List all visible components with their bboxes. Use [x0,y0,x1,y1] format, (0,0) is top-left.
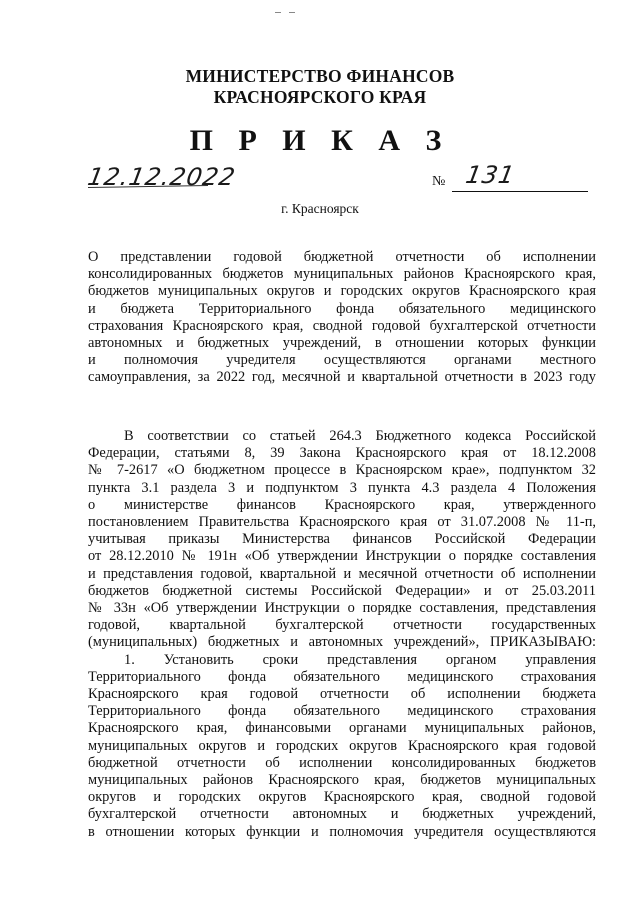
clause-1-line: округов и городских округов Красноярского края, сводной годовой [88,789,596,806]
clause-1-line: Территориального фонда обязательного медицинского страхования [88,703,596,720]
number-underline [452,191,588,192]
subject-line: страхования Красноярского края, сводной годовой бухгалтерской отчетности [88,317,596,334]
body-line: учитывая приказы Министерства финансов Российской Федерации [88,531,596,548]
body-line: и представления годовой, квартальной и месячной отчетности об исполнении [88,565,596,582]
subject-line: и полномочия учредителя осуществляются органами местного [88,352,596,369]
subject-line: и бюджета Территориального фонда обязательного медицинского [88,300,596,317]
body-line: В соответствии со статьей 264.3 Бюджетного кодекса Российской [124,428,596,444]
subject-line: О представлении годовой бюджетной отчетности об исполнении [88,249,596,265]
subject-line: бюджетов муниципальных округов и городских округов Красноярского края [88,283,596,300]
number-label: № [432,174,446,189]
body-line: пункта 3.1 раздела 3 и подпунктом 3 пункта 4.3 раздела 4 Положения [88,479,596,496]
clause-1-line: бухгалтерской отчетности автономных и бюджетных учреждений, [88,806,596,823]
clause-1-line: муниципальных округов и городских округов Красноярского края годовой [88,737,596,754]
subject-line: автономных и бюджетных учреждений, в отношении которых функции [88,335,596,352]
body-line: Федерации, статьями 8, 39 Закона Красноярского края от 18.12.2008 [88,445,596,462]
body-line: годовой, квартальной бухгалтерской отчетности государственных [88,617,596,634]
subject-line: самоуправления, за 2022 год, месячной и квартальной отчетности в 2023 году [88,369,596,386]
document-type-title: П Р И К А З [189,124,451,157]
subject-line: консолидированных бюджетов муниципальных районов Красноярского края, [88,266,596,283]
order-body [88,428,596,841]
body-line: № 33н «Об утверждении Инструкции о порядке составления, представления [88,600,596,617]
body-line: о министерстве финансов Красноярского края, утвержденного [88,496,596,513]
city-label: г. Красноярск [281,201,359,216]
scan-marks [275,0,315,6]
handwritten-order-number: 131 [463,161,518,189]
clause-1-line: 1. Установить сроки представления органом управления [124,651,596,668]
ministry-name-line1: МИНИСТЕРСТВО ФИНАНСОВ [185,66,455,86]
clause-1-line: Красноярского края годовой отчетности об исполнении бюджета [88,686,596,703]
clause-1-line: Территориального фонда обязательного медицинского страхования [88,668,596,685]
handwritten-date: 12.12.2022 [85,163,238,191]
ministry-header [0,66,640,108]
clause-1-line: в отношении которых функции и полномочия учредителя осуществляются [88,823,596,840]
clause-1-line: бюджетной отчетности об исполнении консолидированных бюджетов [88,754,596,771]
body-line: бюджетов бюджетной системы Российской Федерации» и от 25.03.2011 [88,582,596,599]
ministry-name-line2: КРАСНОЯРСКОГО КРАЯ [213,87,427,107]
clause-1-line: муниципальных районов Красноярского края, бюджетов муниципальных [88,772,596,789]
order-subject [88,249,596,387]
body-line: № 7-2617 «О бюджетном процессе в Красноярском крае», подпунктом 32 [88,462,596,479]
clause-1-line: Красноярского края, финансовыми органами муниципальных районов, [88,720,596,737]
body-line: (муниципальных) бюджетных и автономных учреждений», ПРИКАЗЫВАЮ: [88,634,596,651]
body-line: постановлением Правительства Красноярского края от 31.07.2008 № 11-п, [88,514,596,531]
body-line: от 28.12.2010 № 191н «Об утверждении Инструкции о порядке составления [88,548,596,565]
